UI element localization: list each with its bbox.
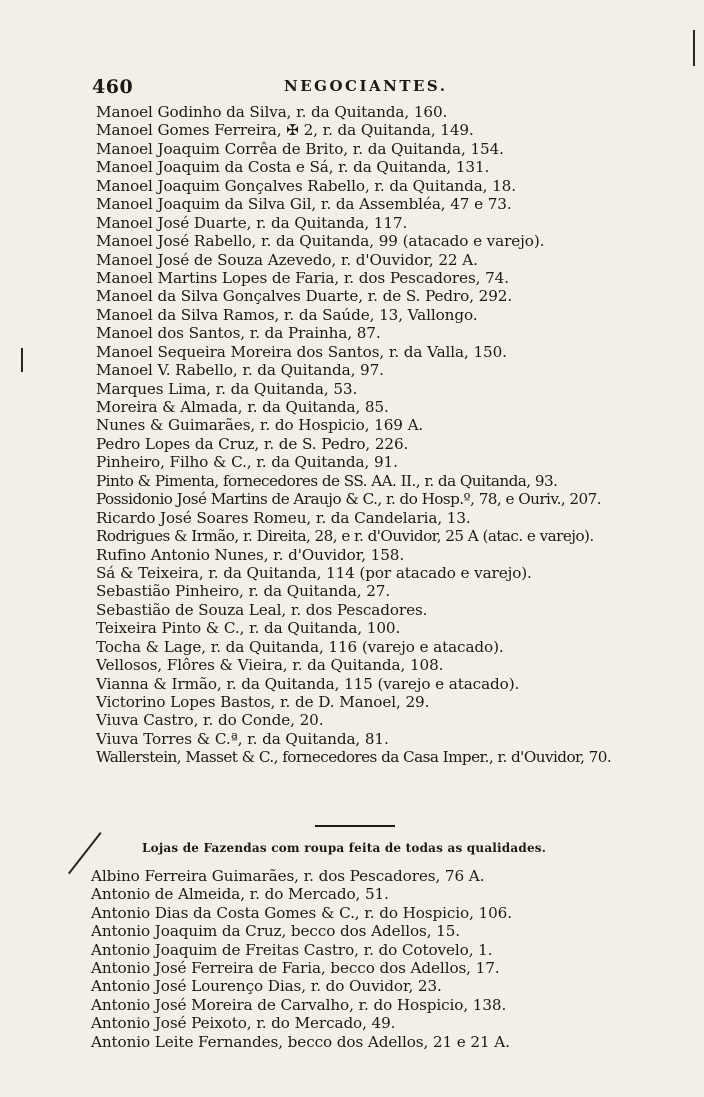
list-item: Sá & Teixeira, r. da Quitanda, 114 (por atacado e varejo).: [96, 563, 532, 582]
list-item: Manoel V. Rabello, r. da Quitanda, 97.: [96, 361, 384, 380]
section-divider: [315, 825, 395, 827]
list-item: Pinheiro, Filho & C., r. da Quitanda, 91.: [96, 453, 398, 472]
list-item: Manoel Joaquim da Silva Gil, r. da Assembléa, 47 e 73.: [96, 195, 512, 214]
list-item: Antonio Leite Fernandes, becco dos Adellos, 21 e 21 A.: [91, 1032, 510, 1051]
list-item: Manoel José Rabello, r. da Quitanda, 99 (atacado e varejo).: [96, 232, 545, 251]
list-item: Rodrigues & Irmão, r. Direita, 28, e r. d'Ouvidor, 25 A (atac. e varejo).: [96, 527, 594, 546]
merchant-list: [96, 103, 671, 767]
list-item: Antonio de Almeida, r. do Mercado, 51.: [91, 885, 389, 904]
list-item: Viuva Castro, r. do Conde, 20.: [96, 711, 324, 730]
list-item: Antonio Joaquim da Cruz, becco dos Adellos, 15.: [91, 922, 461, 941]
list-item: Possidonio José Martins de Araujo & C., r. do Hosp.º, 78, e Ouriv., 207.: [96, 490, 602, 509]
list-item: Manoel Joaquim da Costa e Sá, r. da Quitanda, 131.: [96, 158, 490, 177]
list-item: Vellosos, Flôres & Vieira, r. da Quitanda, 108.: [96, 656, 444, 675]
list-item: Manoel Martins Lopes de Faria, r. dos Pescadores, 74.: [96, 268, 509, 287]
subsection-title: Lojas de Fazendas com roupa feita de todas as qualidades.: [142, 841, 547, 855]
list-item: Viuva Torres & C.ª, r. da Quitanda, 81.: [96, 729, 389, 748]
list-item: Vianna & Irmão, r. da Quitanda, 115 (varejo e atacado).: [96, 674, 520, 693]
list-item: Sebastião de Souza Leal, r. dos Pescadores.: [96, 600, 428, 619]
list-item: Pedro Lopes da Cruz, r. de S. Pedro, 226.: [96, 434, 409, 453]
list-item: Manoel Sequeira Moreira dos Santos, r. da Valla, 150.: [96, 342, 507, 361]
margin-mark-left: [21, 348, 23, 372]
list-item: Antonio José Peixoto, r. do Mercado, 49.: [91, 1014, 396, 1033]
list-item: Manoel dos Santos, r. da Prainha, 87.: [96, 324, 381, 343]
list-item: Tocha & Lage, r. da Quitanda, 116 (varejo e atacado).: [96, 637, 504, 656]
list-item: Wallerstein, Masset & C., fornecedores da Casa Imper., r. d'Ouvidor, 70.: [96, 748, 612, 767]
margin-mark-right: [693, 30, 695, 66]
list-item: Antonio Joaquim de Freitas Castro, r. do Cotovelo, 1.: [91, 940, 493, 959]
list-item: Ricardo José Soares Romeu, r. da Candelaria, 13.: [96, 508, 471, 527]
list-item: Antonio José Moreira de Carvalho, r. do Hospicio, 138.: [91, 995, 507, 1014]
list-item: Manoel da Silva Ramos, r. da Saúde, 13, Vallongo.: [96, 305, 478, 324]
list-item: Manoel Gomes Ferreira, ✠ 2, r. da Quitanda, 149.: [96, 121, 474, 140]
list-item: Teixeira Pinto & C., r. da Quitanda, 100.: [96, 619, 401, 638]
list-item: Rufino Antonio Nunes, r. d'Ouvidor, 158.: [96, 545, 405, 564]
list-item: Antonio José Ferreira de Faria, becco dos Adellos, 17.: [91, 958, 500, 977]
list-item: Manoel José Duarte, r. da Quitanda, 117.: [96, 213, 408, 232]
page-number: 460: [92, 76, 134, 98]
list-item: Antonio José Lourenço Dias, r. do Ouvidor, 23.: [91, 977, 442, 996]
list-item: Nunes & Guimarães, r. do Hospicio, 169 A.: [96, 416, 424, 435]
list-item: Manoel Joaquim Corrêa de Brito, r. da Quitanda, 154.: [96, 139, 504, 158]
running-head: [92, 76, 672, 100]
list-item: Manoel José de Souza Azevedo, r. d'Ouvidor, 22 A.: [96, 250, 478, 269]
list-item: Pinto & Pimenta, fornecedores de SS. AA. II., r. da Quitanda, 93.: [96, 471, 558, 490]
list-item: Moreira & Almada, r. da Quitanda, 85.: [96, 398, 389, 416]
clothing-shop-list: [91, 867, 666, 1051]
list-item: Manoel da Silva Gonçalves Duarte, r. de S. Pedro, 292.: [96, 287, 513, 306]
list-item: Marques Lima, r. da Quitanda, 53.: [96, 379, 358, 398]
list-item: Sebastião Pinheiro, r. da Quitanda, 27.: [96, 582, 391, 601]
list-item: Antonio Dias da Costa Gomes & C., r. do Hospicio, 106.: [91, 903, 512, 922]
section-title: NEGOCIANTES.: [284, 77, 448, 95]
list-item: Manoel Godinho da Silva, r. da Quitanda, 160.: [96, 103, 448, 121]
list-item: Manoel Joaquim Gonçalves Rabello, r. da Quitanda, 18.: [96, 176, 516, 195]
list-item: Victorino Lopes Bastos, r. de D. Manoel, 29.: [96, 693, 430, 711]
list-item: Albino Ferreira Guimarães, r. dos Pescadores, 76 A.: [91, 867, 485, 885]
